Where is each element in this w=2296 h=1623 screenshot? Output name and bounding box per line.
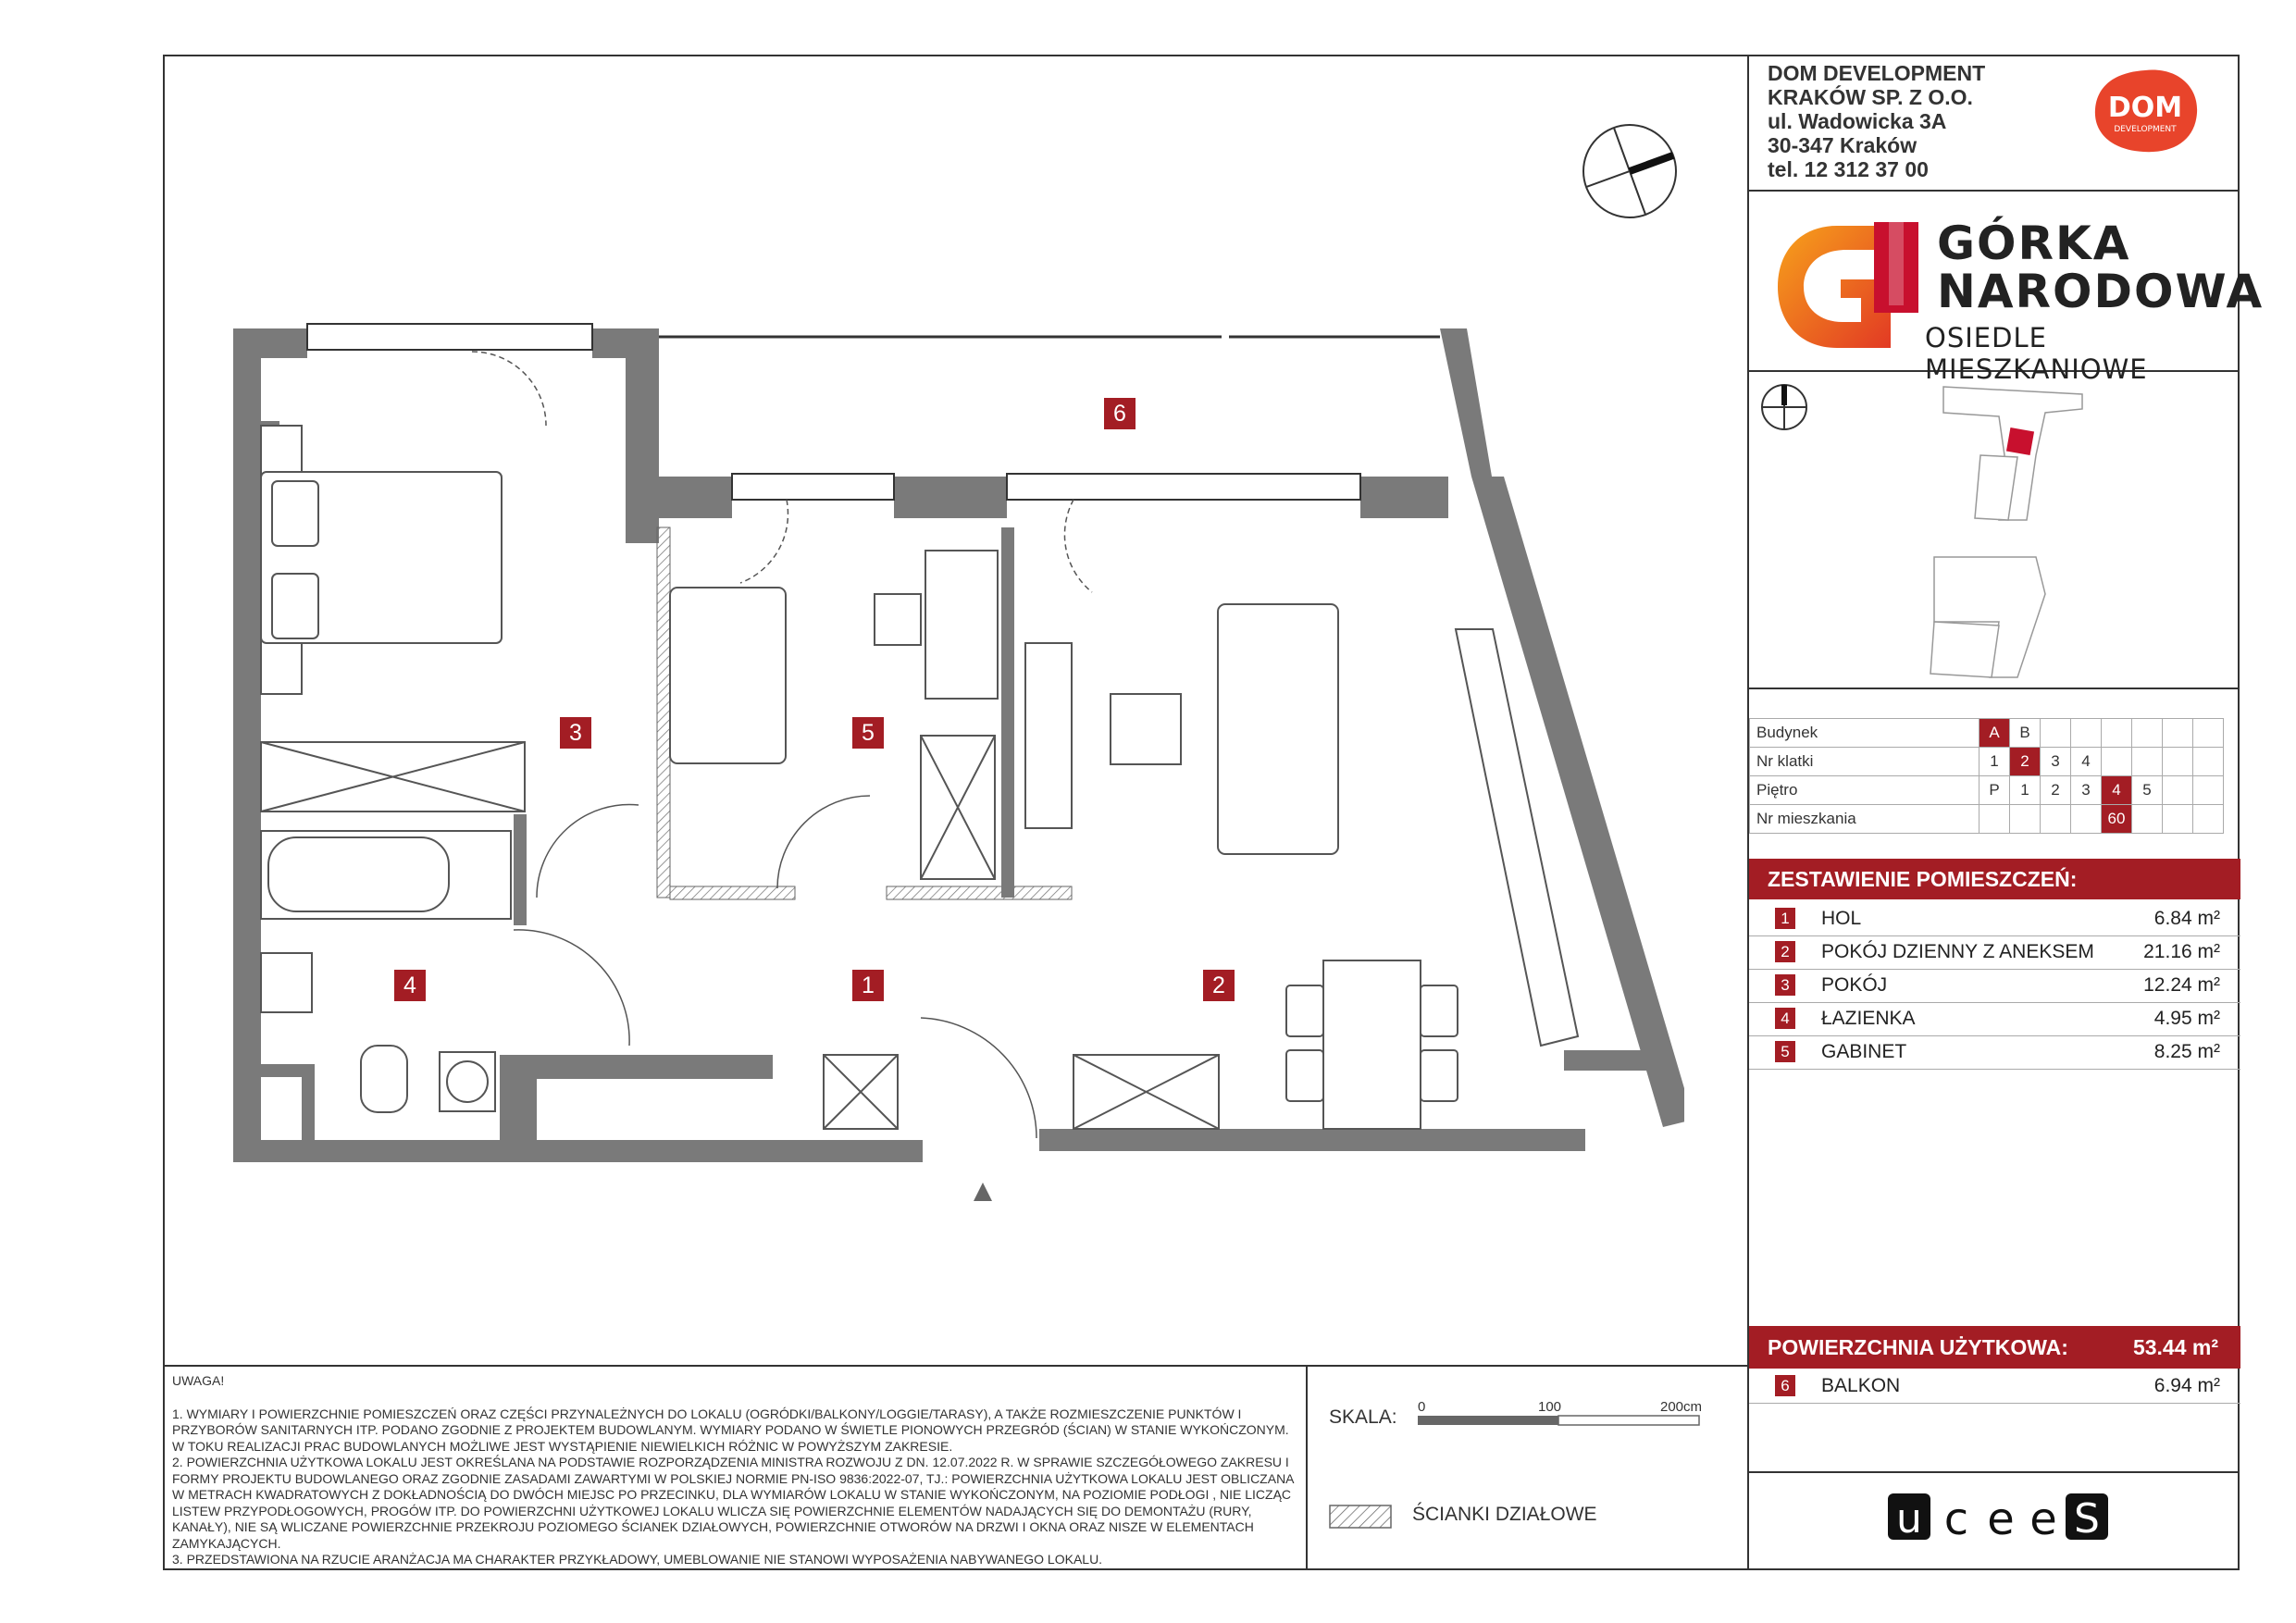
cell-building-a: A bbox=[1980, 719, 2010, 748]
coffee-table bbox=[1111, 694, 1181, 764]
label-building: Budynek bbox=[1750, 719, 1980, 748]
room-area: 21.16 m² bbox=[2143, 941, 2220, 962]
scale-tick: 200cm bbox=[1660, 1399, 1703, 1415]
apartment-location-marker bbox=[2006, 427, 2034, 455]
cell-apartment-number: 60 bbox=[2102, 805, 2132, 834]
scale-tick: 100 bbox=[1538, 1399, 1562, 1415]
cell-floor: 4 bbox=[2102, 776, 2132, 805]
pillow bbox=[272, 574, 318, 638]
room-area: 12.24 m² bbox=[2143, 974, 2220, 996]
company-line: tel. 12 312 37 00 bbox=[1768, 157, 1929, 181]
notes-paragraph: 1. WYMIARY I POWIERZCHNIE POMIESZCZEŃ ORAZ CZĘŚCI PRZYNALEŻNYCH DO LOKALU (OGRÓDKI/BALKONY/LOGGIE/TARASY), A TAKŻE ROZMIESZCZENIE PUNKTÓW I PRZYBORÓW SANITARNYCH ITP. PODANO ZGODNIE Z PROJEKTEM BUDOWLANYM. WYMIARY PODANO W ŚWIETLE PIONOWYCH PRZEGRÓD (ŚCIAN) W STANIE WYKOŃCZONYM. W TOKU REALIZACJI PRAC BUDOWLANYCH MOŻLIWE JEST WYSTĄPIENIE NIEWIELKICH RÓŻNIC W POWYŻSZYM ZAKRESIE. bbox=[172, 1406, 1289, 1454]
room-name: GABINET bbox=[1821, 1041, 1907, 1062]
room-name: ŁAZIENKA bbox=[1821, 1008, 1916, 1029]
cell-building-b: B bbox=[2010, 719, 2041, 748]
company-line: 30-347 Kraków bbox=[1768, 133, 1917, 157]
scale-bar bbox=[1407, 1395, 1721, 1432]
cell-empty bbox=[2193, 805, 2224, 834]
cell-empty bbox=[2071, 719, 2102, 748]
furniture bbox=[261, 426, 1578, 1129]
notes-paragraph: 3. PRZEDSTAWIONA NA RZUCIE ARANŻACJA MA CHARAKTER PRZYKŁADOWY, UMEBLOWANIE NIE STANOWI WYPOSAŻENIA NABYWANEGO LOKALU. bbox=[172, 1552, 1103, 1567]
usable-area-value: 53.44 m² bbox=[2132, 1335, 2218, 1359]
cell-empty bbox=[2041, 805, 2071, 834]
logo-text-development: DEVELOPMENT bbox=[2114, 125, 2177, 134]
room-number: 5 bbox=[1775, 1041, 1795, 1062]
entrance-arrow-icon bbox=[974, 1183, 992, 1201]
window-study bbox=[732, 474, 894, 500]
rooms-summary-heading: ZESTAWIENIE POMIESZCZEŃ: bbox=[1749, 859, 2240, 899]
tv-unit bbox=[1025, 643, 1072, 828]
legend-partition-label: ŚCIANKI DZIAŁOWE bbox=[1412, 1504, 1597, 1525]
label-floor: Piętro bbox=[1750, 776, 1980, 805]
panel-line-1 bbox=[1747, 190, 2240, 192]
svg-text:e: e bbox=[2029, 1493, 2057, 1543]
room-number: 1 bbox=[1775, 908, 1795, 929]
cell-staircase: 4 bbox=[2071, 748, 2102, 776]
cell-staircase: 1 bbox=[1980, 748, 2010, 776]
room-number: 6 bbox=[1775, 1375, 1795, 1396]
toilet bbox=[361, 1046, 407, 1112]
room-name: POKÓJ bbox=[1821, 974, 1888, 996]
company-address bbox=[1768, 61, 1985, 181]
cell-empty bbox=[2010, 805, 2041, 834]
cell-empty bbox=[2193, 748, 2224, 776]
cell-empty bbox=[2163, 805, 2193, 834]
room-tag-balcony: 6 bbox=[1104, 398, 1136, 429]
notes-scale-divider bbox=[1306, 1365, 1308, 1570]
company-line: DOM DEVELOPMENT bbox=[1768, 61, 1986, 85]
room-name: HOL bbox=[1821, 908, 1862, 929]
row-apartment bbox=[1750, 805, 2224, 834]
cell-floor: P bbox=[1980, 776, 2010, 805]
room-name: POKÓJ DZIENNY Z ANEKSEM bbox=[1821, 941, 2094, 962]
room-area: 8.25 m² bbox=[2153, 1041, 2220, 1062]
svg-text:e: e bbox=[1987, 1493, 2015, 1543]
project-name-line1: GÓRKA bbox=[1937, 217, 2131, 270]
row-floor bbox=[1750, 776, 2224, 805]
cell-empty bbox=[2132, 719, 2163, 748]
project-subtitle: OSIEDLE MIESZKANIOWE bbox=[1925, 322, 2148, 385]
room-row bbox=[1749, 902, 2240, 936]
logo-text-dom: DOM bbox=[2107, 92, 2183, 124]
dom-development-logo bbox=[2090, 67, 2201, 155]
room-tag-bathroom: 4 bbox=[394, 970, 426, 1001]
cell-empty bbox=[2193, 776, 2224, 805]
room-tag-bedroom: 3 bbox=[560, 717, 591, 749]
cell-empty bbox=[2132, 805, 2163, 834]
notes-title: UWAGA! bbox=[172, 1373, 225, 1388]
extra-room-row bbox=[1749, 1369, 2240, 1404]
sofa-living bbox=[1218, 604, 1338, 854]
cell-staircase: 2 bbox=[2010, 748, 2041, 776]
cell-empty bbox=[2102, 748, 2132, 776]
label-apartment: Nr mieszkania bbox=[1750, 805, 1980, 834]
cell-empty bbox=[1980, 805, 2010, 834]
floor-plan bbox=[222, 315, 1684, 1221]
notes-block bbox=[172, 1373, 1297, 1568]
project-logo bbox=[1772, 213, 2265, 385]
room-area: 4.95 m² bbox=[2153, 1008, 2220, 1029]
cell-empty bbox=[2193, 719, 2224, 748]
cell-empty bbox=[2163, 748, 2193, 776]
row-staircase bbox=[1750, 748, 2224, 776]
dining-table bbox=[1323, 960, 1421, 1129]
company-line: ul. Wadowicka 3A bbox=[1768, 109, 1947, 133]
north-compass-icon bbox=[1579, 120, 1681, 222]
cell-floor: 5 bbox=[2132, 776, 2163, 805]
window-bedroom bbox=[307, 324, 592, 350]
svg-text:c: c bbox=[1943, 1493, 1969, 1543]
room-row bbox=[1749, 1002, 2240, 1036]
room-number: 2 bbox=[1775, 941, 1795, 962]
room-number: 4 bbox=[1775, 1008, 1795, 1029]
gorka-logo-mark bbox=[1772, 213, 1930, 352]
desk bbox=[925, 551, 998, 699]
scale-bar-filled bbox=[1418, 1416, 1558, 1425]
cell-floor: 2 bbox=[2041, 776, 2071, 805]
cell-staircase: 3 bbox=[2041, 748, 2071, 776]
sofa-study bbox=[670, 588, 786, 763]
key-plan bbox=[1749, 372, 2240, 687]
room-row bbox=[1749, 935, 2240, 970]
scale-bar-empty bbox=[1558, 1416, 1699, 1425]
partition-hatch-icon bbox=[1329, 1505, 1394, 1530]
cell-empty bbox=[2102, 719, 2132, 748]
dining-chair bbox=[1421, 1050, 1458, 1101]
dining-chair bbox=[1286, 985, 1323, 1036]
row-building bbox=[1750, 719, 2224, 748]
compass-small-icon bbox=[1762, 385, 1806, 429]
washbasin bbox=[261, 953, 312, 1012]
cell-empty bbox=[2071, 805, 2102, 834]
cell-floor: 1 bbox=[2010, 776, 2041, 805]
usable-area-label: POWIERZCHNIA UŻYTKOWA: bbox=[1768, 1335, 2068, 1359]
cell-empty bbox=[2163, 719, 2193, 748]
panel-line-3 bbox=[1747, 688, 2240, 689]
dining-chair bbox=[1421, 985, 1458, 1036]
room-name: BALKON bbox=[1821, 1375, 1901, 1396]
window-living bbox=[1007, 474, 1360, 500]
notes-paragraph: 2. POWIERZCHNIA UŻYTKOWA LOKALU JEST OKREŚLANA NA PODSTAWIE ROZPORZĄDZENIA MINISTRA ROZWOJU Z DN. 12.07.2022 R. W SPRAWIE SZCZEGÓŁOWEGO ZAKRESU I FORMY PROJEKTU BUDOWLANEGO ORAZ ZGODNIE ZASADAMI ZAWARTYMI W POLSKIEJ NORMIE PN-ISO 9836:2022-07, TJ.: POWIERZCHNIA UŻYTKOWA LOKALU JEST OBLICZANA W METRACH KWADRATOWYCH Z DOKŁADNOŚCIĄ DO DWÓCH MIEJSC PO PRZECINKU, DLA WYMIARÓW LOKALU W STANIE WYKOŃCZONYM, NA POZIOMIE PODŁOGI , NIE LICZĄC LISTEW PRZYPODŁOGOWYCH, PROGÓW ITP. DO POWIERZCHNI UŻYTKOWEJ LOKALU WLICZA SIĘ POWIERZCHNIE ELEMENTÓW NADAJĄCYCH SIĘ DO DEMONTAŻU (RURY, KANAŁY), NIE SĄ WLICZANE POWIERZCHNIE PRZEKROJU POZIOMEGO ŚCIANEK DZIAŁOWYCH, POWIERZCHNIE OTWORÓW NA DRZWI I OKNA ORAZ NISZE W ELEMENTACH ZAMYKAJĄCYCH. bbox=[172, 1455, 1294, 1551]
notes-divider bbox=[163, 1365, 1749, 1367]
label-staircase: Nr klatki bbox=[1750, 748, 1980, 776]
site-plan-buildings bbox=[1930, 387, 2082, 677]
company-line: KRAKÓW SP. Z O.O. bbox=[1768, 85, 1973, 109]
cell-empty bbox=[2163, 776, 2193, 805]
dining-chair bbox=[1286, 1050, 1323, 1101]
svg-text:u: u bbox=[1896, 1495, 1922, 1542]
room-row bbox=[1749, 969, 2240, 1003]
room-row bbox=[1749, 1035, 2240, 1070]
room-tag-living: 2 bbox=[1203, 970, 1235, 1001]
room-tag-study: 5 bbox=[852, 717, 884, 749]
door-swings bbox=[472, 352, 1092, 592]
room-area: 6.84 m² bbox=[2153, 908, 2220, 929]
chair bbox=[875, 594, 921, 645]
usable-area-bar bbox=[1749, 1326, 2240, 1369]
pillow bbox=[272, 481, 318, 546]
cell-empty bbox=[2041, 719, 2071, 748]
room-number: 3 bbox=[1775, 974, 1795, 996]
panel-line-4 bbox=[1747, 1471, 2240, 1473]
cell-empty bbox=[2132, 748, 2163, 776]
room-tag-hall: 1 bbox=[852, 970, 884, 1001]
scale-tick: 0 bbox=[1418, 1399, 1426, 1415]
unit-info-table bbox=[1749, 718, 2224, 834]
scale-label: SKALA: bbox=[1329, 1406, 1397, 1428]
room-area: 6.94 m² bbox=[2153, 1375, 2220, 1396]
ucees-logo bbox=[1888, 1492, 2110, 1543]
project-name-line2: NARODOWA bbox=[1937, 265, 2265, 318]
cell-floor: 3 bbox=[2071, 776, 2102, 805]
svg-text:S: S bbox=[2074, 1495, 2100, 1542]
